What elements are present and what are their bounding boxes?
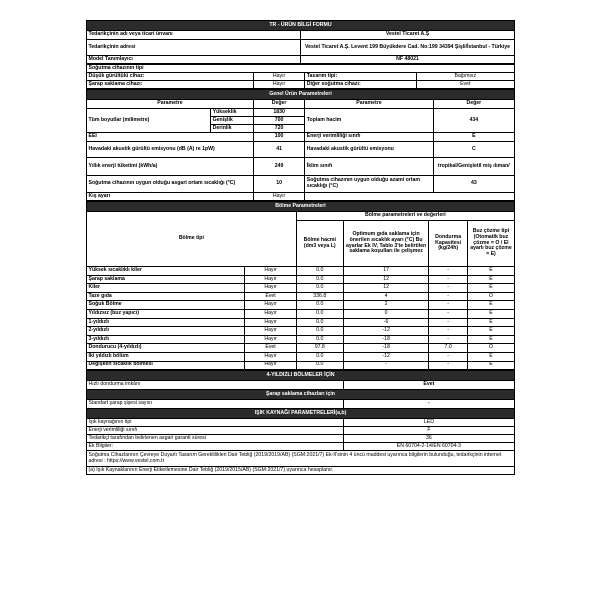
compartment-row [87,318,515,327]
compartment-defrost: E [467,267,514,276]
compartment-name: Dondurucu (4-yıldızlı) [87,344,245,353]
address-label: Tedarikçinin adresi [87,40,301,56]
eei-value: 100 [253,133,304,142]
compartment-present: Hayır [245,301,296,310]
compartment-freeze: - [429,284,468,293]
light-class-value: F [343,427,514,435]
winter-value: Hayır [253,193,304,201]
height-label: Yükseklik [211,109,254,117]
compartment-defrost: E [467,284,514,293]
param-col-2: Parametre [305,100,433,109]
light-type-label: Işık kaynağının tipi [87,419,344,427]
energy-class-label: Enerji verimliliği sınıfı [305,133,433,142]
compartment-present: Hayır [245,309,296,318]
compartment-name: 1-yıldızlı [87,318,245,327]
compartment-freeze: - [429,335,468,344]
param-col-1: Parametre [87,100,254,109]
compartment-row [87,361,515,370]
climate-label: İklim sınıfı [305,158,433,176]
compartment-temp: 12 [343,275,429,284]
noise-class-value: C [433,142,514,158]
compartment-defrost: E [467,318,514,327]
design-type-label: Tasarım tipi: [305,73,416,81]
low-noise-label: Düşük gürültülü cihaz: [87,73,254,81]
compartment-defrost: E [467,335,514,344]
compartment-present: Hayır [245,275,296,284]
compartment-temp: -18 [343,344,429,353]
compartment-freeze: - [429,327,468,336]
min-temp-value: 10 [253,176,304,193]
noise-label: Havadaki akustik gürültü emisyonu (dB (A) re 1pW) [87,142,254,158]
compartment-present: Evet [245,344,296,353]
compartment-row [87,292,515,301]
compartment-defrost: E [467,361,514,370]
noise-class-label: Havadaki akustik gürültü emisyonu [305,142,433,158]
winter-label: Kış ayarı [87,193,254,201]
compartment-name: Yüksek sıcaklıklı kiler [87,267,245,276]
compartment-freeze-label: Dondurma Kapasitesi (kg/24h) [429,221,468,267]
compartment-temp: -6 [343,318,429,327]
compartment-defrost-label: Buz çözme tipi (Otomatik buz çözme = O / El ayarlı buz çözme = E) [467,221,514,267]
extra-info-value: EN 60704-2-14/EN 60704-3 [343,443,514,451]
compartment-volume: 0.0 [296,284,343,293]
compartment-freeze: - [429,361,468,370]
four-star-header: 4-YILDIZLI BÖLMELER İÇİN [87,371,515,381]
compartment-temp: 17 [343,267,429,276]
compartment-volume: 0.0 [296,361,343,370]
wine-bottles-label: Standart şarap şişesi sayısı [87,400,344,409]
compartment-row [87,352,515,361]
compartment-name: Yıldızsız (buz yapıcı) [87,309,245,318]
form-title: TR - ÜRÜN BİLGİ FORMU [87,21,515,31]
compartment-freeze: - [429,301,468,310]
compartment-name: Değişken sıcaklık bölmesi [87,361,245,370]
compartment-temp: 4 [343,292,429,301]
address-value: Vestel Ticaret A.Ş. Levent 199 Büyükdere Cad. No:199 34394 Şişli/İstanbul - Türkiye [301,40,515,56]
other-device-label: Diğer soğutma cihazı: [305,81,416,89]
fast-freeze-label: Hızlı dondurma imkânı [87,381,344,390]
compartment-present: Hayır [245,327,296,336]
compartment-name: 3-yıldızlı [87,335,245,344]
compartment-name: Taze gıda [87,292,245,301]
compartment-temp: 12 [343,284,429,293]
compartment-defrost: E [467,301,514,310]
supplier-label: Tedarikçinin adı veya ticari ünvanı [87,31,301,40]
compartment-name: İki yıldızlı bölüm [87,352,245,361]
product-info-sheet [86,20,515,475]
compartment-volume: 0.0 [296,327,343,336]
general-params-table [86,89,515,201]
compartment-freeze: - [429,275,468,284]
light-header: IŞIK KAYNAĞI PARAMETRELERİ(a,b) [87,409,515,419]
compartment-type-label: Bölme tipi [87,212,297,267]
design-type-value: Bağımsız [416,73,514,81]
annual-energy-label: Yıllık enerji tüketimi (kWh/a) [87,158,254,176]
compartment-defrost: O [467,344,514,353]
general-header: Genel Ürün Parametreleri [87,90,515,100]
compartment-temp-label: Optimum gıda saklama için önerilen sıcaklık ayarı (°C) Bu ayarlar Ek IV, Tablo 3'te belirtilen saklama koşulları ile çelişmez [343,221,429,267]
compartment-present: Hayır [245,318,296,327]
compartment-present: Hayır [245,352,296,361]
compartment-defrost: E [467,352,514,361]
compartment-freeze: - [429,292,468,301]
height-value: 1830 [253,109,304,117]
max-temp-label: Soğutma cihazının uygun olduğu azami ortam sıcaklığı (°C) [305,176,433,193]
compartment-present: Hayır [245,284,296,293]
compartment-row [87,284,515,293]
compartment-present: Hayır [245,361,296,370]
compartment-name: 2-yıldızlı [87,327,245,336]
compartment-temp: -12 [343,352,429,361]
light-type-value: LED [343,419,514,427]
compartment-table [86,201,515,370]
depth-label: Derinlik [211,125,254,133]
compartment-temp: 0 [343,309,429,318]
header-table [86,20,515,64]
climate-value: tropikal/Genişletil miş ılıman/ [433,158,514,176]
extra-info-label: Ek Bilgiler: [87,443,344,451]
compartment-freeze: - [429,318,468,327]
website-note: Soğutma Cihazlarının Çevreye Duyarlı Tasarım Gereklilikleri Dair Tebliğ (2019/2019/AB) (SGM:2021/7) Ek-II'sinin 4 üncü maddesi uyarınca bilgilerin bulunduğu, tedarikçinin internet adresi : https://www.vestel.com.tr [87,451,515,467]
wine-device-value: Hayır [253,81,304,89]
wine-bottles-value: - [343,400,514,409]
compartment-row [87,327,515,336]
supplier-value: Vestel Ticaret A.Ş [301,31,515,40]
depth-value: 720 [253,125,304,133]
fast-freeze-value: Evet [343,381,514,390]
compartment-row [87,267,515,276]
compartment-defrost: E [467,327,514,336]
compartment-freeze: 7.0 [429,344,468,353]
min-temp-label: Soğutma cihazının uygun olduğu asgari ortam sıcaklığı (°C) [87,176,254,193]
warranty-label: Tedarikçi tarafından belirlenen asgari garanti süresi [87,435,344,443]
model-value: NF 48021 [301,56,515,64]
value-col-2: Değer [433,100,514,109]
compartment-temp: -12 [343,327,429,336]
compartment-volume: 336.8 [296,292,343,301]
energy-class-value: E [433,133,514,142]
compartment-name: Şarap saklama [87,275,245,284]
width-label: Genişlik [211,117,254,125]
compartment-volume: 0.0 [296,275,343,284]
light-footnote: (a) Işık Kaynaklarının Enerji Etiketlemesine Dair Tebliğ (2019/2015/AB) (SGM:2021/7) uyarınca hesaplanır. [87,467,515,475]
compartment-volume: 0.0 [296,352,343,361]
dims-label: Tüm boyutlar (milimetre) [87,109,211,133]
eei-label: EEI [87,133,254,142]
model-label: Model Tanımlayıcı [87,56,301,64]
device-type-table [86,64,515,89]
total-volume-label: Toplam hacim [305,109,433,133]
other-device-value: Evet [416,81,514,89]
compartment-defrost: O [467,292,514,301]
type-label: Soğutma cihazının tipi [87,65,515,73]
light-class-label: Enerji verimliliği sınıfı [87,427,344,435]
compartment-freeze: - [429,352,468,361]
compartment-defrost: E [467,309,514,318]
compartment-rows [87,267,515,370]
compartment-volume: 0.0 [296,267,343,276]
compartment-volume: 0.0 [296,318,343,327]
annual-energy-value: 249 [253,158,304,176]
compartment-freeze: - [429,267,468,276]
value-col-1: Değer [253,100,304,109]
compartment-volume: 0.0 [296,335,343,344]
compartment-freeze: - [429,309,468,318]
compartment-row [87,301,515,310]
compartment-present: Hayır [245,335,296,344]
compartment-row [87,309,515,318]
compartment-temp: - [343,361,429,370]
compartment-volume-label: Bölme hacmi (dm3 veya L) [296,221,343,267]
warranty-value: 36 [343,435,514,443]
compartment-name: Soğuk Bölme [87,301,245,310]
compartment-temp: 2 [343,301,429,310]
four-star-table [86,370,515,475]
width-value: 700 [253,117,304,125]
compartment-row [87,275,515,284]
wine-device-label: Şarap saklama cihazı: [87,81,254,89]
compartment-volume: 0.0 [296,309,343,318]
compartment-temp: -18 [343,335,429,344]
compartment-row [87,335,515,344]
total-volume-value: 434 [433,109,514,133]
winter-empty [305,193,515,201]
wine-header: Şarap saklama cihazları için [87,390,515,400]
compartment-defrost: E [467,275,514,284]
compartment-volume: 0.0 [296,301,343,310]
low-noise-value: Hayır [253,73,304,81]
compartment-present: Hayır [245,267,296,276]
compartment-sub-header: Bölme parametreleri ve değerleri [296,212,514,221]
compartment-volume: 97.8 [296,344,343,353]
compartment-name: Kiler [87,284,245,293]
noise-value: 41 [253,142,304,158]
max-temp-value: 43 [433,176,514,193]
compartment-present: Evet [245,292,296,301]
compartment-row [87,344,515,353]
compartment-header: Bölme Parametreleri [87,202,515,212]
